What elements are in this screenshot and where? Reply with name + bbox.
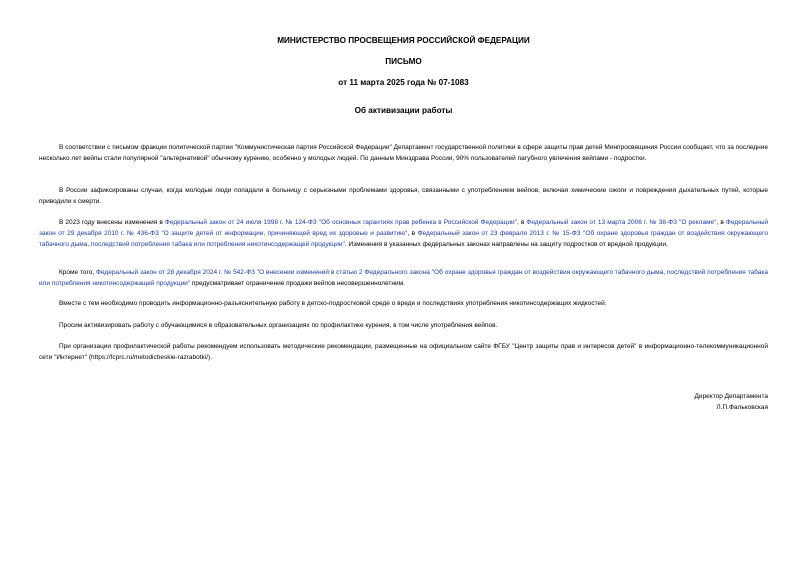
- signature-name: Л.П.Фальковская: [716, 404, 768, 411]
- paragraph-3-text-1: В 2023 году внесены изменения в: [59, 219, 165, 226]
- paragraph-4-text-2: предусматривает ограничение продажи вейпов несовершеннолетним.: [190, 280, 405, 287]
- paragraph-4-text-1: Кроме того,: [59, 269, 96, 276]
- paragraph-2: В России зафиксированы случаи, когда молодые люди попадали в больницу с серьезными проблемами здоровья, связанными с употреблением вейпов, включая химические ожоги и повреждения дыхательных путей, которые приводили к смерти.: [39, 187, 768, 205]
- paragraph-7: При организации профилактической работы рекомендуем использовать методические рекомендации, размещенные на официальном сайте ФГБУ "Центр защиты прав и интересов детей" в информационно-телекоммуникационной сети "Интернет" (https://fcprc.ru/metodicheskie-razrabotki/).: [39, 343, 768, 361]
- paragraph-6: Просим активизировать работу с обучающимися в образовательных организациях по профилактике курения, в том числе употребления вейпов.: [59, 322, 498, 329]
- paragraph-1: В соответствии с письмом фракции политической партии "Коммунистическая партия Российской Федерации" Департамент государственной политики в сфере защиты прав детей Минпросвещения России сообщает, что за последние несколько лет вейпы стали популярной "альтернативой" обычному курению, особенно у молодых людей. По данным Минздрава России, 90% пользователей пагубного увлечения вейпами - подростки.: [39, 144, 768, 162]
- law-124-fz-link[interactable]: Федеральный закон от 24 июля 1998 г. № 124-ФЗ "Об основных гарантиях прав ребенка в Российской Федерации": [164, 219, 517, 226]
- document-type: ПИСЬМО: [385, 57, 422, 66]
- paragraph-4: [39, 267, 768, 289]
- paragraph-3-text-2: , в: [516, 219, 527, 226]
- law-436-fz-link[interactable]: Федеральный закон от 29 декабря 2010 г. № 436-ФЗ "О защите детей от информации, причиняющей вред их здоровью и развитию": [39, 219, 768, 237]
- paragraph-5: Вместе с тем необходимо проводить информационно-разъяснительную работу в детско-подростковой среде о вреде и последствиях употребления никотинсодержащих жидкостей.: [59, 300, 607, 307]
- law-542-fz-link[interactable]: Федеральный закон от 28 декабря 2024 г. № 542-ФЗ "О внесении изменений в статью 2 Федерального закона "Об охране здоровья граждан от воздействия окружающего табачного дыма, последствий потребления табака или потребления никотинсодержащей продукции": [39, 269, 768, 287]
- paragraph-3-text-3: , в: [716, 219, 726, 226]
- paragraph-3-text-5: . Изменения в указанных федеральных законах направлены на защиту подростков от вредной продукции.: [344, 241, 668, 248]
- ministry-heading: МИНИСТЕРСТВО ПРОСВЕЩЕНИЯ РОССИЙСКОЙ ФЕДЕРАЦИИ: [277, 36, 530, 45]
- paragraph-3-text-4: , в: [407, 230, 418, 237]
- signature-position: Директор Департамента: [694, 393, 768, 400]
- document-date-number: от 11 марта 2025 года № 07-1083: [338, 78, 469, 87]
- document-subject: Об активизации работы: [354, 106, 453, 115]
- paragraph-3: [39, 217, 768, 250]
- law-38-fz-link[interactable]: Федеральный закон от 13 марта 2006 г. № 38-ФЗ "О рекламе": [526, 219, 717, 226]
- law-15-fz-link[interactable]: Федеральный закон от 23 февраля 2013 г. № 15-ФЗ "Об охране здоровья граждан от воздействия окружающего табачного дыма, последствий потребления табака или потребления никотинсодержащей продукции": [39, 230, 768, 248]
